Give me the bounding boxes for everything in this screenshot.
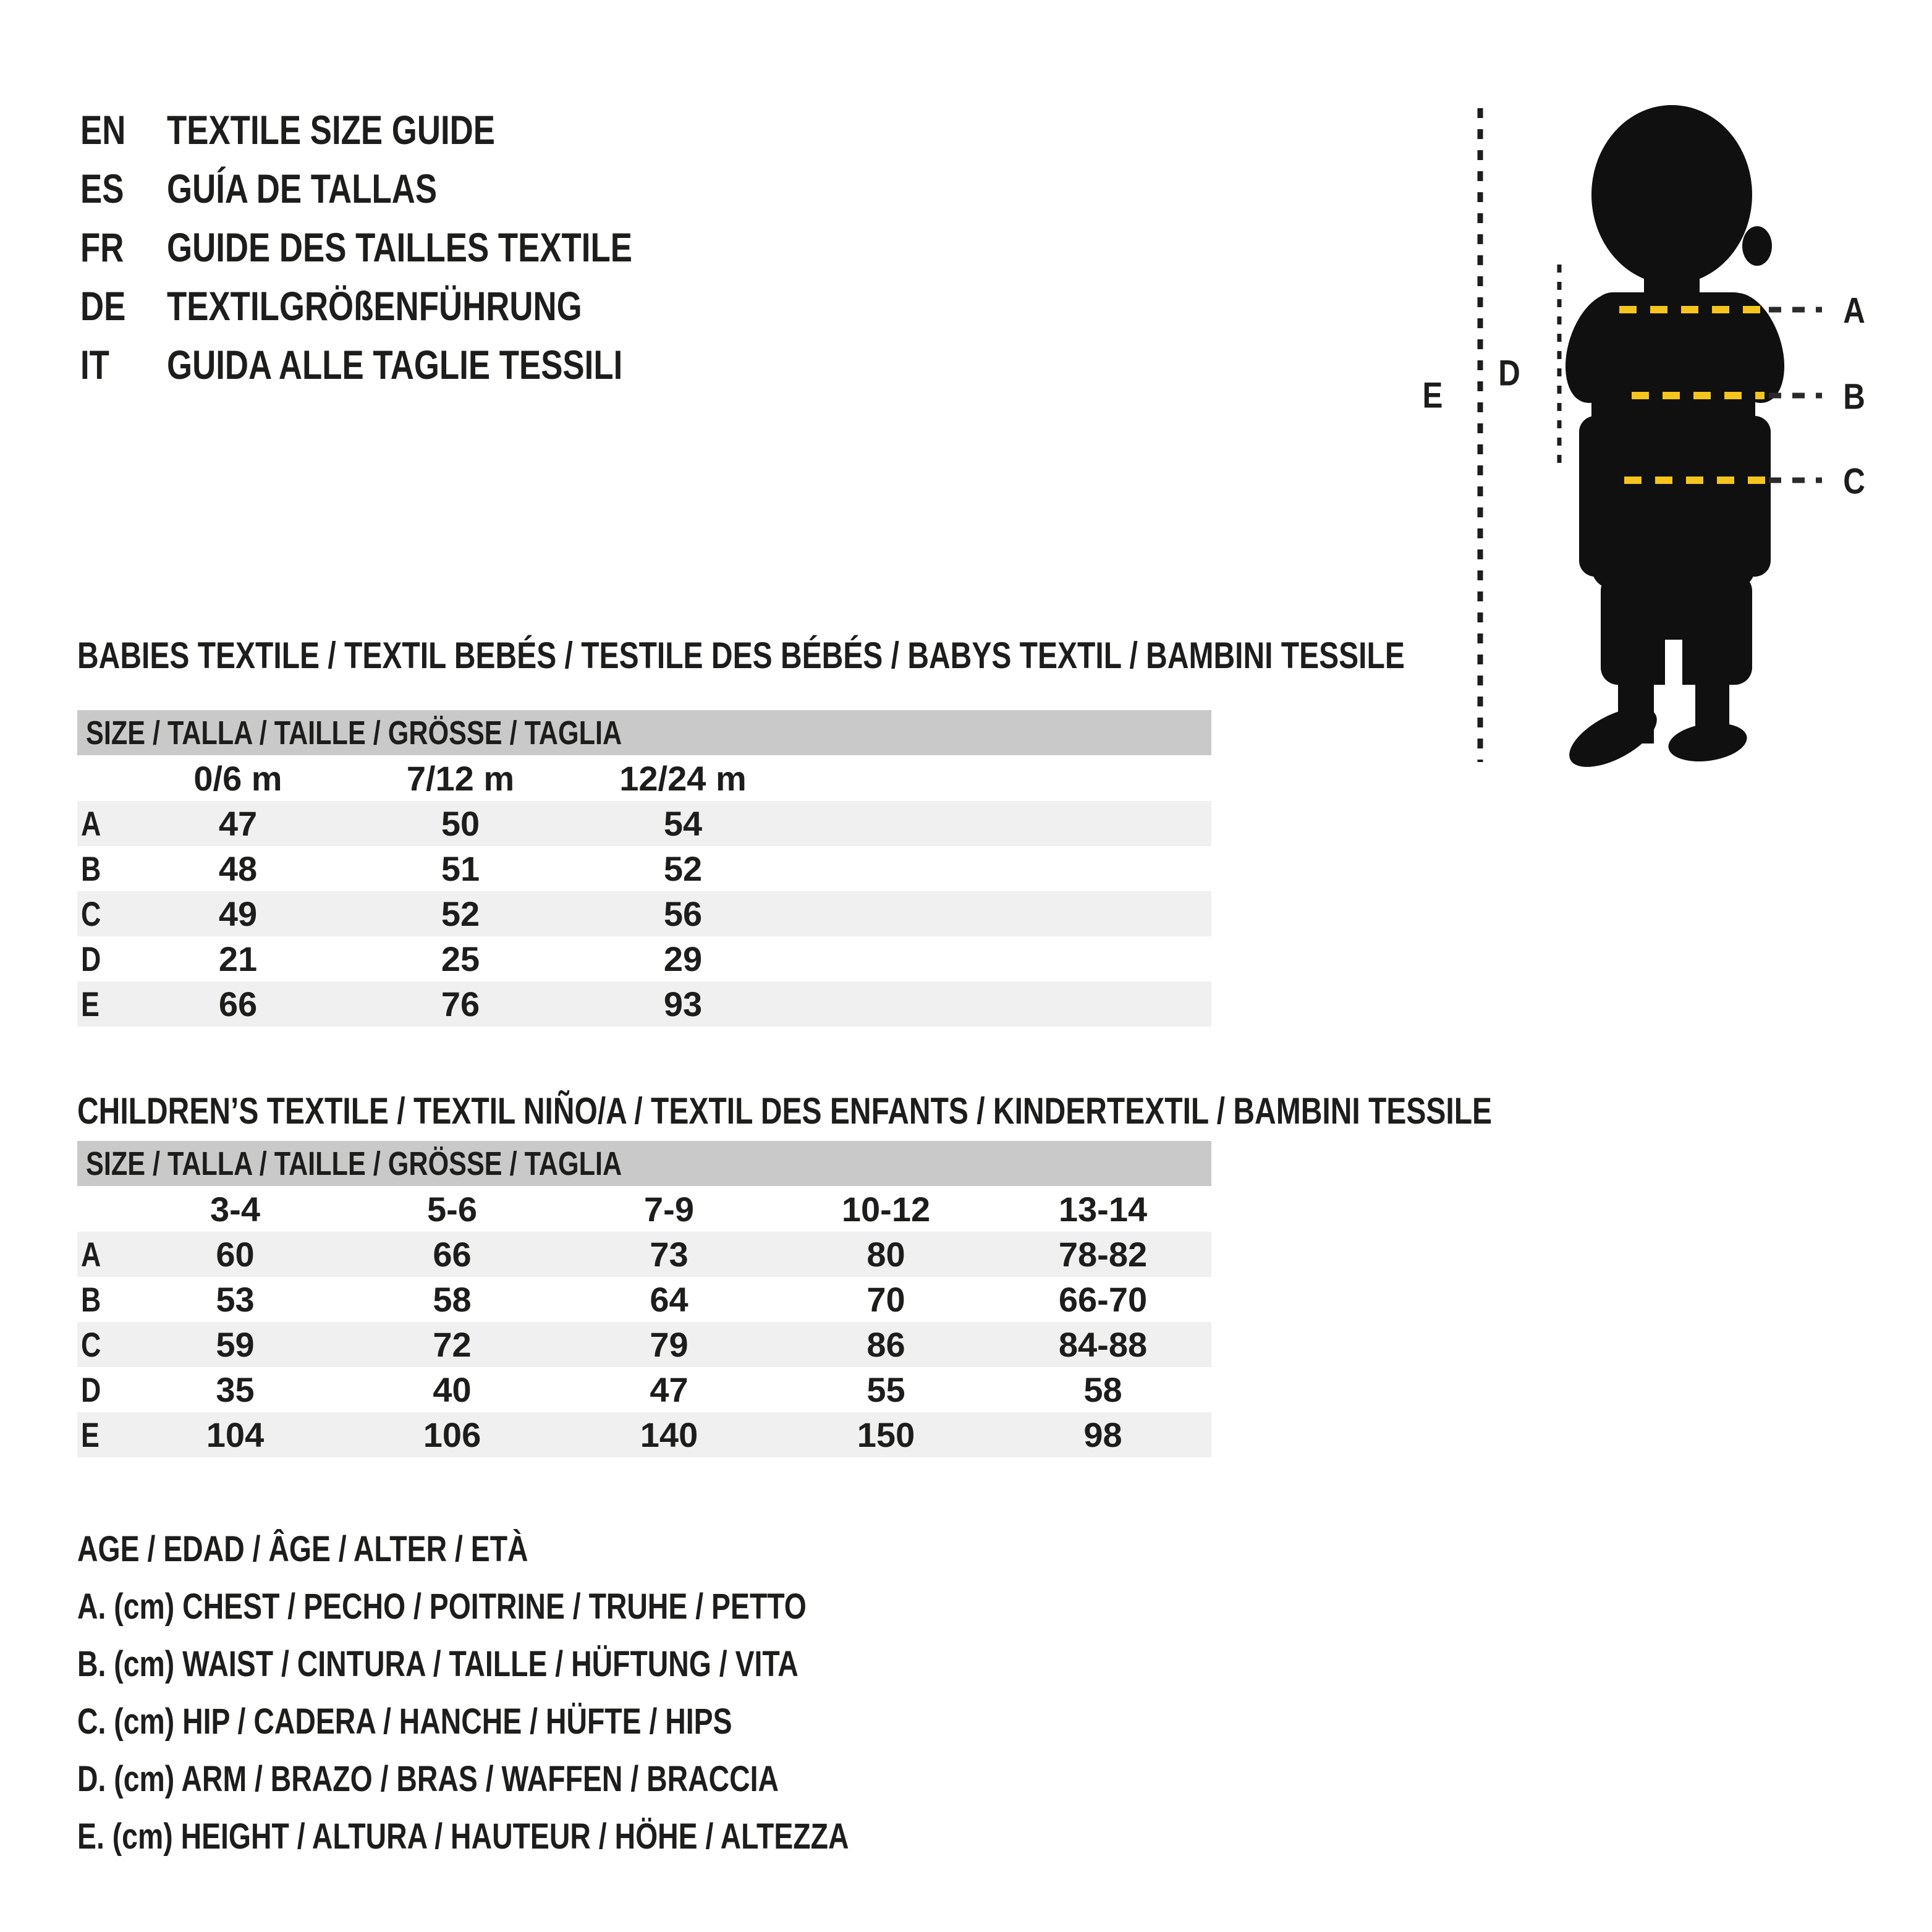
- language-code: FR: [80, 224, 124, 270]
- figure-label-height: E: [1422, 375, 1443, 416]
- figure-label-arm: D: [1498, 353, 1520, 394]
- column-header: 7-9: [644, 1189, 694, 1229]
- legend-line-arm: D. (cm) ARM / BRAZO / BRAS / WAFFEN / BRACCIA: [77, 1759, 779, 1799]
- row-label: B: [81, 849, 101, 888]
- size-value: 140: [640, 1415, 698, 1454]
- size-value: 47: [218, 804, 258, 843]
- figure-label-hip: C: [1843, 461, 1865, 502]
- size-value: 106: [423, 1415, 481, 1454]
- children-table-heading: CHILDREN’S TEXTILE / TEXTIL NIÑO/A / TEXTIL DES ENFANTS / KINDERTEXTIL / BAMBINI TESSILE: [77, 1090, 1493, 1132]
- legend-line-chest: A. (cm) CHEST / PECHO / POITRINE / TRUHE / PETTO: [77, 1587, 807, 1627]
- size-value: 60: [216, 1235, 255, 1274]
- table-row: [77, 981, 1211, 1027]
- size-value: 49: [218, 894, 258, 933]
- size-value: 40: [433, 1370, 472, 1409]
- size-value: 58: [1083, 1370, 1122, 1409]
- column-header: 3-4: [210, 1189, 260, 1229]
- row-label: E: [81, 1415, 100, 1454]
- language-code: IT: [80, 341, 109, 388]
- size-value: 64: [650, 1280, 688, 1319]
- row-label: D: [81, 939, 101, 978]
- language-code: ES: [80, 165, 124, 211]
- size-value: 66: [433, 1235, 472, 1274]
- column-header-row: [77, 755, 1211, 801]
- column-header: 13-14: [1058, 1189, 1148, 1229]
- row-label: C: [81, 894, 101, 933]
- size-value: 98: [1083, 1415, 1122, 1454]
- babies-table-heading: BABIES TEXTILE / TEXTIL BEBÉS / TESTILE DES BÉBÉS / BABYS TEXTIL / BAMBINI TESSILE: [77, 635, 1405, 676]
- row-label: A: [81, 804, 101, 843]
- size-value: 51: [441, 849, 480, 888]
- language-code: DE: [80, 282, 126, 329]
- size-value: 78-82: [1058, 1235, 1148, 1274]
- size-value: 72: [433, 1325, 472, 1364]
- figure-label-chest: A: [1843, 290, 1865, 331]
- table-row: [77, 936, 1211, 981]
- child-silhouette: [1553, 105, 1797, 779]
- measurement-legend: [77, 1520, 1042, 1865]
- row-label: A: [81, 1235, 101, 1274]
- size-value: 54: [663, 804, 703, 843]
- language-title: TEXTILE SIZE GUIDE: [167, 106, 495, 153]
- size-value: 25: [441, 939, 480, 978]
- size-value: 84-88: [1058, 1325, 1148, 1364]
- size-value: 150: [857, 1415, 915, 1454]
- size-value: 47: [650, 1370, 688, 1409]
- column-header: 7/12 m: [406, 758, 515, 798]
- column-header: 0/6 m: [193, 758, 282, 798]
- row-label: C: [81, 1325, 101, 1364]
- size-value: 79: [650, 1325, 688, 1364]
- size-value: 21: [218, 939, 258, 978]
- children-size-table: [77, 1141, 1211, 1457]
- size-value: 35: [216, 1370, 255, 1409]
- language-code: EN: [80, 106, 126, 153]
- size-header-bar: SIZE / TALLA / TAILLE / GRÖSSE / TAGLIA: [77, 710, 1211, 755]
- table-row: [77, 801, 1211, 846]
- table-row: [77, 891, 1211, 936]
- size-value: 80: [866, 1235, 905, 1274]
- size-value: 86: [866, 1325, 905, 1364]
- size-value: 56: [663, 894, 703, 933]
- table-row: [77, 1367, 1211, 1412]
- size-value: 52: [663, 849, 703, 888]
- size-value: 93: [663, 985, 703, 1023]
- legend-line-waist: B. (cm) WAIST / CINTURA / TAILLE / HÜFTUNG / VITA: [77, 1644, 799, 1684]
- size-value: 76: [441, 985, 480, 1023]
- language-title: GUIDE DES TAILLES TEXTILE: [167, 224, 632, 270]
- size-value: 66-70: [1058, 1280, 1148, 1319]
- size-header-bar: SIZE / TALLA / TAILLE / GRÖSSE / TAGLIA: [77, 1141, 1211, 1186]
- legend-line-age: AGE / EDAD / ÂGE / ALTER / ETÀ: [77, 1529, 528, 1569]
- size-value: 59: [216, 1325, 255, 1364]
- row-label: B: [81, 1280, 101, 1319]
- size-value: 52: [441, 894, 480, 933]
- size-value: 53: [216, 1280, 255, 1319]
- size-value: 73: [650, 1235, 688, 1274]
- row-label: E: [81, 985, 100, 1023]
- table-row: [77, 1277, 1211, 1322]
- table-row: [77, 1412, 1211, 1457]
- size-value: 50: [441, 804, 480, 843]
- column-header: 10-12: [841, 1189, 931, 1229]
- size-value: 70: [866, 1280, 905, 1319]
- size-value: 48: [218, 849, 258, 888]
- size-value: 55: [866, 1370, 905, 1409]
- language-title: TEXTILGRÖßENFÜHRUNG: [167, 282, 582, 329]
- size-value: 104: [206, 1415, 265, 1454]
- figure-label-waist: B: [1843, 376, 1865, 417]
- size-value: 58: [433, 1280, 472, 1319]
- language-title: GUÍA DE TALLAS: [167, 165, 438, 211]
- size-value: 66: [218, 985, 258, 1023]
- table-row: [77, 1232, 1211, 1277]
- column-header: 12/24 m: [619, 758, 747, 798]
- table-row: [77, 846, 1211, 891]
- size-value: 29: [663, 939, 703, 978]
- table-row: [77, 1322, 1211, 1367]
- row-label: D: [81, 1370, 101, 1409]
- column-header-row: [77, 1186, 1211, 1232]
- legend-line-hip: C. (cm) HIP / CADERA / HANCHE / HÜFTE / HIPS: [77, 1701, 732, 1742]
- column-header: 5-6: [427, 1189, 477, 1229]
- babies-size-table: [77, 710, 1211, 1027]
- language-title: GUIDA ALLE TAGLIE TESSILI: [167, 341, 623, 388]
- legend-line-height: E. (cm) HEIGHT / ALTURA / HAUTEUR / HÖHE / ALTEZZA: [77, 1816, 849, 1857]
